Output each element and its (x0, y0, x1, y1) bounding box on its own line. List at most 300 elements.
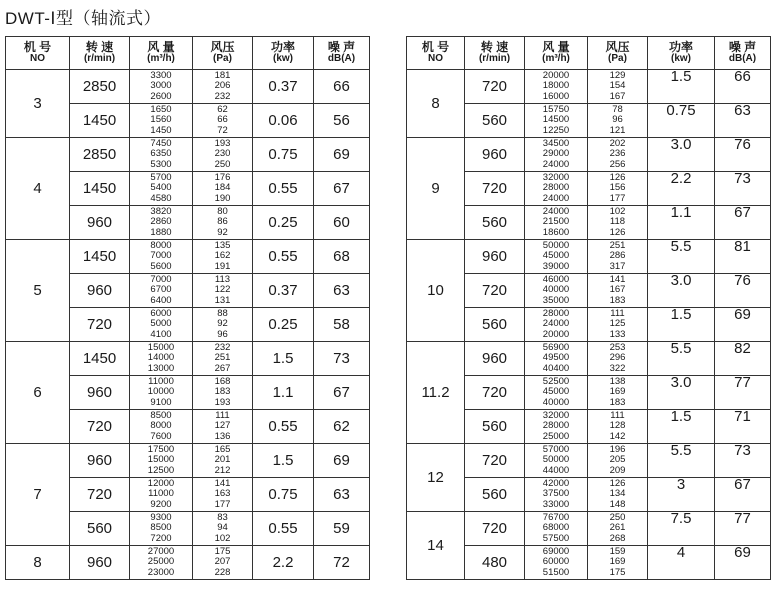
flow-value: 14000 (147, 352, 175, 364)
flow-value: 7450 (150, 137, 172, 149)
pressure-cell (588, 342, 648, 376)
power-cell: 0.55 (253, 172, 314, 206)
noise-cell: 63 (314, 478, 370, 512)
column-header (715, 37, 771, 70)
column-header-label: 转 速 (85, 40, 114, 54)
machine-no-cell: 10 (407, 240, 465, 342)
flow-value: 24000 (542, 158, 570, 170)
pressure-value: 183 (609, 396, 626, 408)
column-header-unit: NO (428, 53, 443, 64)
power-cell: 4 (648, 546, 715, 580)
power-cell: 2.2 (253, 546, 314, 580)
pressure-cell (588, 376, 648, 410)
header-row (6, 37, 370, 70)
rpm-cell: 480 (465, 546, 525, 580)
flow-value: 8000 (150, 239, 172, 251)
flow-cell (525, 546, 588, 580)
flow-value: 32000 (542, 171, 570, 183)
flow-value: 6700 (150, 284, 172, 296)
table-row (407, 512, 771, 546)
flow-cell (130, 444, 193, 478)
noise-cell: 73 (715, 444, 771, 478)
flow-value: 32000 (542, 409, 570, 421)
pressure-cell (588, 546, 648, 580)
flow-value: 23000 (147, 566, 175, 578)
rpm-cell: 560 (465, 104, 525, 138)
pressure-value: 261 (609, 522, 626, 534)
pressure-value: 169 (609, 556, 626, 568)
flow-value: 10000 (147, 386, 175, 398)
column-header-unit: dB(A) (728, 53, 757, 64)
flow-value: 33000 (542, 498, 570, 510)
rpm-cell: 720 (465, 274, 525, 308)
pressure-value: 135 (214, 239, 231, 251)
noise-cell: 67 (314, 376, 370, 410)
flow-value: 1880 (150, 226, 172, 238)
pressure-value: 83 (217, 511, 228, 523)
flow-value: 12000 (147, 477, 175, 489)
machine-no-cell: 11.2 (407, 342, 465, 444)
pressure-value: 94 (217, 522, 228, 534)
noise-cell: 73 (715, 172, 771, 206)
pressure-cell (193, 546, 253, 580)
pressure-cell (588, 512, 648, 546)
rpm-cell: 960 (465, 342, 525, 376)
pressure-value: 142 (609, 430, 626, 442)
pressure-value: 92 (217, 226, 228, 238)
flow-value: 49500 (542, 352, 570, 364)
noise-cell: 60 (314, 206, 370, 240)
flow-cell (130, 512, 193, 546)
pressure-value: 111 (610, 409, 625, 421)
flow-value: 24000 (542, 192, 570, 204)
machine-no-cell: 9 (407, 138, 465, 240)
flow-value: 34500 (542, 137, 570, 149)
power-cell: 0.25 (253, 308, 314, 342)
flow-value: 40000 (542, 284, 570, 296)
machine-no-cell: 7 (6, 444, 70, 546)
noise-cell: 76 (715, 138, 771, 172)
column-header (648, 37, 715, 70)
pressure-cell (193, 410, 253, 444)
flow-value: 3300 (150, 69, 172, 81)
pressure-value: 129 (609, 69, 626, 81)
pressure-value: 190 (214, 192, 231, 204)
table-row (6, 240, 370, 274)
column-header-label: 功率 (668, 40, 693, 54)
column-header (407, 37, 465, 70)
flow-value: 6400 (150, 294, 172, 306)
column-header-label: 风压 (605, 40, 630, 54)
power-cell: 1.1 (648, 206, 715, 240)
flow-value: 60000 (542, 556, 570, 568)
flow-value: 6350 (150, 148, 172, 160)
flow-value: 3000 (150, 80, 172, 92)
noise-cell: 63 (715, 104, 771, 138)
machine-no-cell: 8 (6, 546, 70, 580)
flow-cell (525, 104, 588, 138)
flow-value: 18600 (542, 226, 570, 238)
noise-cell: 77 (715, 512, 771, 546)
table-row (6, 70, 370, 104)
flow-cell (525, 376, 588, 410)
flow-value: 57500 (542, 532, 570, 544)
pressure-value: 184 (214, 182, 231, 194)
pressure-value: 250 (609, 511, 626, 523)
noise-cell: 67 (715, 478, 771, 512)
flow-value: 17500 (147, 443, 175, 455)
power-cell: 0.75 (253, 478, 314, 512)
flow-cell (525, 206, 588, 240)
flow-cell (130, 104, 193, 138)
pressure-value: 156 (609, 182, 626, 194)
pressure-cell (588, 138, 648, 172)
column-header (130, 37, 193, 70)
pressure-value: 196 (609, 443, 626, 455)
pressure-value: 80 (217, 205, 228, 217)
flow-cell (525, 512, 588, 546)
rpm-cell: 720 (70, 308, 130, 342)
power-cell: 0.37 (253, 70, 314, 104)
flow-value: 5400 (150, 182, 172, 194)
column-header (314, 37, 370, 70)
pressure-value: 122 (214, 284, 231, 296)
rpm-cell: 560 (465, 206, 525, 240)
pressure-value: 230 (214, 148, 231, 160)
pressure-value: 206 (214, 80, 231, 92)
flow-value: 12500 (147, 464, 175, 476)
power-cell: 0.75 (253, 138, 314, 172)
noise-cell: 72 (314, 546, 370, 580)
power-cell: 0.55 (253, 240, 314, 274)
flow-value: 13000 (147, 362, 175, 374)
flow-cell (525, 70, 588, 104)
pressure-value: 191 (214, 260, 231, 272)
rpm-cell: 2850 (70, 138, 130, 172)
table-row (407, 70, 771, 104)
page-title: DWT-Ⅰ型（轴流式） (5, 9, 161, 28)
pressure-value: 232 (214, 90, 231, 102)
column-header-unit: (m³/h) (542, 53, 570, 64)
pressure-value: 118 (609, 216, 626, 228)
noise-cell: 71 (715, 410, 771, 444)
machine-no-cell: 4 (6, 138, 70, 240)
pressure-value: 96 (612, 114, 623, 126)
pressure-cell (193, 512, 253, 546)
rpm-cell: 720 (465, 172, 525, 206)
pressure-value: 209 (609, 464, 626, 476)
flow-value: 57000 (542, 443, 570, 455)
pressure-cell (588, 206, 648, 240)
flow-value: 11000 (148, 375, 174, 387)
pressure-cell (588, 240, 648, 274)
pressure-value: 322 (609, 362, 626, 374)
pressure-cell (193, 70, 253, 104)
flow-value: 52500 (542, 375, 570, 387)
column-header-label: 噪 声 (728, 40, 757, 54)
pressure-value: 232 (214, 341, 231, 353)
flow-cell (130, 478, 193, 512)
flow-value: 24000 (542, 318, 570, 330)
pressure-value: 202 (609, 137, 626, 149)
flow-value: 50000 (542, 239, 570, 251)
flow-cell (525, 478, 588, 512)
flow-value: 28000 (542, 307, 570, 319)
pressure-value: 212 (214, 464, 231, 476)
rpm-cell: 720 (465, 70, 525, 104)
noise-cell: 76 (715, 274, 771, 308)
pressure-value: 286 (609, 250, 626, 262)
flow-value: 20000 (542, 69, 570, 81)
pressure-value: 201 (214, 454, 231, 466)
pressure-cell (193, 206, 253, 240)
column-header-label: 机 号 (23, 40, 52, 54)
column-header-unit: dB(A) (327, 53, 356, 64)
pressure-value: 169 (609, 386, 626, 398)
flow-value: 68000 (542, 522, 570, 534)
pressure-cell (588, 172, 648, 206)
flow-value: 21500 (542, 216, 570, 228)
power-cell: 2.2 (648, 172, 715, 206)
flow-value: 15000 (147, 341, 175, 353)
column-header (525, 37, 588, 70)
noise-cell: 82 (715, 342, 771, 376)
flow-cell (130, 138, 193, 172)
column-header-unit: (Pa) (213, 53, 232, 64)
noise-cell: 81 (715, 240, 771, 274)
column-header (253, 37, 314, 70)
flow-value: 25000 (542, 430, 570, 442)
pressure-cell (193, 172, 253, 206)
rpm-cell: 560 (465, 308, 525, 342)
pressure-value: 317 (609, 260, 626, 272)
flow-value: 11000 (148, 488, 174, 500)
flow-value: 14500 (542, 114, 570, 126)
pressure-value: 267 (214, 362, 231, 374)
flow-value: 1560 (150, 114, 172, 126)
table-row (6, 342, 370, 376)
power-cell: 0.37 (253, 274, 314, 308)
flow-cell (130, 274, 193, 308)
flow-value: 46000 (542, 273, 570, 285)
machine-no-cell: 5 (6, 240, 70, 342)
column-header-label: 风 量 (147, 40, 175, 54)
machine-no-cell: 12 (407, 444, 465, 512)
power-cell: 0.06 (253, 104, 314, 138)
flow-value: 5600 (150, 260, 172, 272)
pressure-value: 126 (609, 226, 626, 238)
rpm-cell: 720 (70, 410, 130, 444)
table-row (407, 342, 771, 376)
spec-table-left (5, 36, 370, 580)
pressure-value: 165 (214, 443, 231, 455)
rpm-cell: 560 (465, 410, 525, 444)
power-cell: 5.5 (648, 342, 715, 376)
pressure-value: 133 (609, 328, 626, 340)
flow-cell (525, 240, 588, 274)
noise-cell: 56 (314, 104, 370, 138)
pressure-value: 175 (214, 545, 231, 557)
flow-value: 20000 (542, 328, 570, 340)
pressure-cell (588, 444, 648, 478)
pressure-value: 251 (214, 352, 231, 364)
pressure-value: 78 (612, 103, 623, 115)
spec-table-right (406, 36, 771, 580)
flow-value: 51500 (542, 566, 570, 578)
flow-value: 24000 (542, 205, 570, 217)
rpm-cell: 720 (465, 512, 525, 546)
flow-value: 45000 (542, 250, 570, 262)
flow-cell (525, 138, 588, 172)
flow-cell (525, 274, 588, 308)
table-row (6, 444, 370, 478)
flow-cell (130, 206, 193, 240)
flow-value: 39000 (542, 260, 570, 272)
pressure-cell (588, 274, 648, 308)
flow-value: 50000 (542, 454, 570, 466)
pressure-cell (588, 308, 648, 342)
pressure-value: 177 (214, 498, 231, 510)
pressure-value: 141 (609, 273, 626, 285)
flow-cell (525, 444, 588, 478)
flow-value: 27000 (147, 545, 175, 557)
pressure-value: 88 (217, 307, 228, 319)
pressure-value: 175 (609, 566, 626, 578)
power-cell: 0.25 (253, 206, 314, 240)
noise-cell: 67 (715, 206, 771, 240)
flow-value: 56900 (542, 341, 570, 353)
pressure-cell (193, 138, 253, 172)
flow-cell (130, 70, 193, 104)
pressure-value: 111 (215, 409, 230, 421)
power-cell: 1.5 (648, 70, 715, 104)
pressure-cell (193, 240, 253, 274)
flow-value: 4100 (150, 328, 172, 340)
power-cell: 1.5 (648, 410, 715, 444)
noise-cell: 66 (715, 70, 771, 104)
pressure-value: 251 (609, 239, 626, 251)
power-cell: 1.5 (253, 444, 314, 478)
flow-value: 8500 (150, 522, 172, 534)
noise-cell: 63 (314, 274, 370, 308)
flow-value: 1650 (150, 103, 172, 115)
rpm-cell: 2850 (70, 70, 130, 104)
rpm-cell: 560 (70, 512, 130, 546)
rpm-cell: 960 (70, 546, 130, 580)
flow-value: 1450 (150, 124, 172, 136)
pressure-value: 177 (609, 192, 626, 204)
rpm-cell: 720 (465, 376, 525, 410)
pressure-value: 256 (609, 158, 626, 170)
power-cell: 0.75 (648, 104, 715, 138)
pressure-value: 183 (609, 294, 626, 306)
flow-cell (130, 342, 193, 376)
pressure-value: 102 (214, 532, 231, 544)
pressure-value: 141 (214, 477, 231, 489)
flow-cell (130, 376, 193, 410)
flow-cell (525, 410, 588, 444)
power-cell: 3.0 (648, 138, 715, 172)
flow-value: 40400 (542, 362, 570, 374)
flow-value: 29000 (542, 148, 570, 160)
flow-cell (525, 172, 588, 206)
pressure-value: 193 (214, 396, 231, 408)
pressure-value: 62 (217, 103, 228, 115)
pressure-value: 268 (609, 532, 626, 544)
column-header-label: 功率 (270, 40, 295, 54)
flow-value: 8500 (150, 409, 172, 421)
pressure-value: 205 (609, 454, 626, 466)
column-header-label: 转 速 (480, 40, 509, 54)
flow-value: 28000 (542, 182, 570, 194)
pressure-value: 138 (609, 375, 626, 387)
column-header-label: 风 量 (542, 40, 570, 54)
pressure-value: 162 (214, 250, 231, 262)
flow-value: 6000 (150, 307, 172, 319)
pressure-cell (193, 308, 253, 342)
column-header (465, 37, 525, 70)
pressure-value: 125 (609, 318, 626, 330)
rpm-cell: 960 (70, 444, 130, 478)
noise-cell: 58 (314, 308, 370, 342)
flow-value: 2600 (150, 90, 172, 102)
machine-no-cell: 8 (407, 70, 465, 138)
flow-cell (525, 342, 588, 376)
rpm-cell: 960 (465, 240, 525, 274)
flow-value: 45000 (542, 386, 570, 398)
pressure-value: 183 (214, 386, 231, 398)
flow-value: 37500 (542, 488, 570, 500)
flow-value: 7600 (150, 430, 172, 442)
pressure-value: 102 (609, 205, 626, 217)
flow-value: 25000 (147, 556, 175, 568)
flow-value: 28000 (542, 420, 570, 432)
pressure-value: 253 (609, 341, 626, 353)
flow-value: 40000 (542, 396, 570, 408)
column-header-label: 噪 声 (327, 40, 356, 54)
pressure-value: 154 (609, 80, 626, 92)
pressure-cell (193, 376, 253, 410)
power-cell: 3 (648, 478, 715, 512)
noise-cell: 59 (314, 512, 370, 546)
power-cell: 1.1 (253, 376, 314, 410)
header-row (407, 37, 771, 70)
flow-value: 18000 (542, 80, 570, 92)
rpm-cell: 560 (465, 478, 525, 512)
noise-cell: 66 (314, 70, 370, 104)
noise-cell: 69 (715, 308, 771, 342)
pressure-value: 92 (217, 318, 228, 330)
flow-value: 35000 (542, 294, 570, 306)
pressure-value: 250 (214, 158, 231, 170)
rpm-cell: 720 (465, 444, 525, 478)
power-cell: 5.5 (648, 444, 715, 478)
table-row (407, 138, 771, 172)
flow-value: 12250 (542, 124, 570, 136)
pressure-value: 159 (609, 545, 626, 557)
flow-value: 2860 (150, 216, 172, 228)
noise-cell: 69 (715, 546, 771, 580)
flow-cell (130, 172, 193, 206)
noise-cell: 62 (314, 410, 370, 444)
pressure-value: 127 (214, 420, 231, 432)
pressure-value: 228 (214, 566, 231, 578)
pressure-value: 163 (214, 488, 231, 500)
noise-cell: 69 (314, 444, 370, 478)
pressure-value: 86 (217, 216, 228, 228)
machine-no-cell: 6 (6, 342, 70, 444)
pressure-value: 134 (609, 488, 626, 500)
